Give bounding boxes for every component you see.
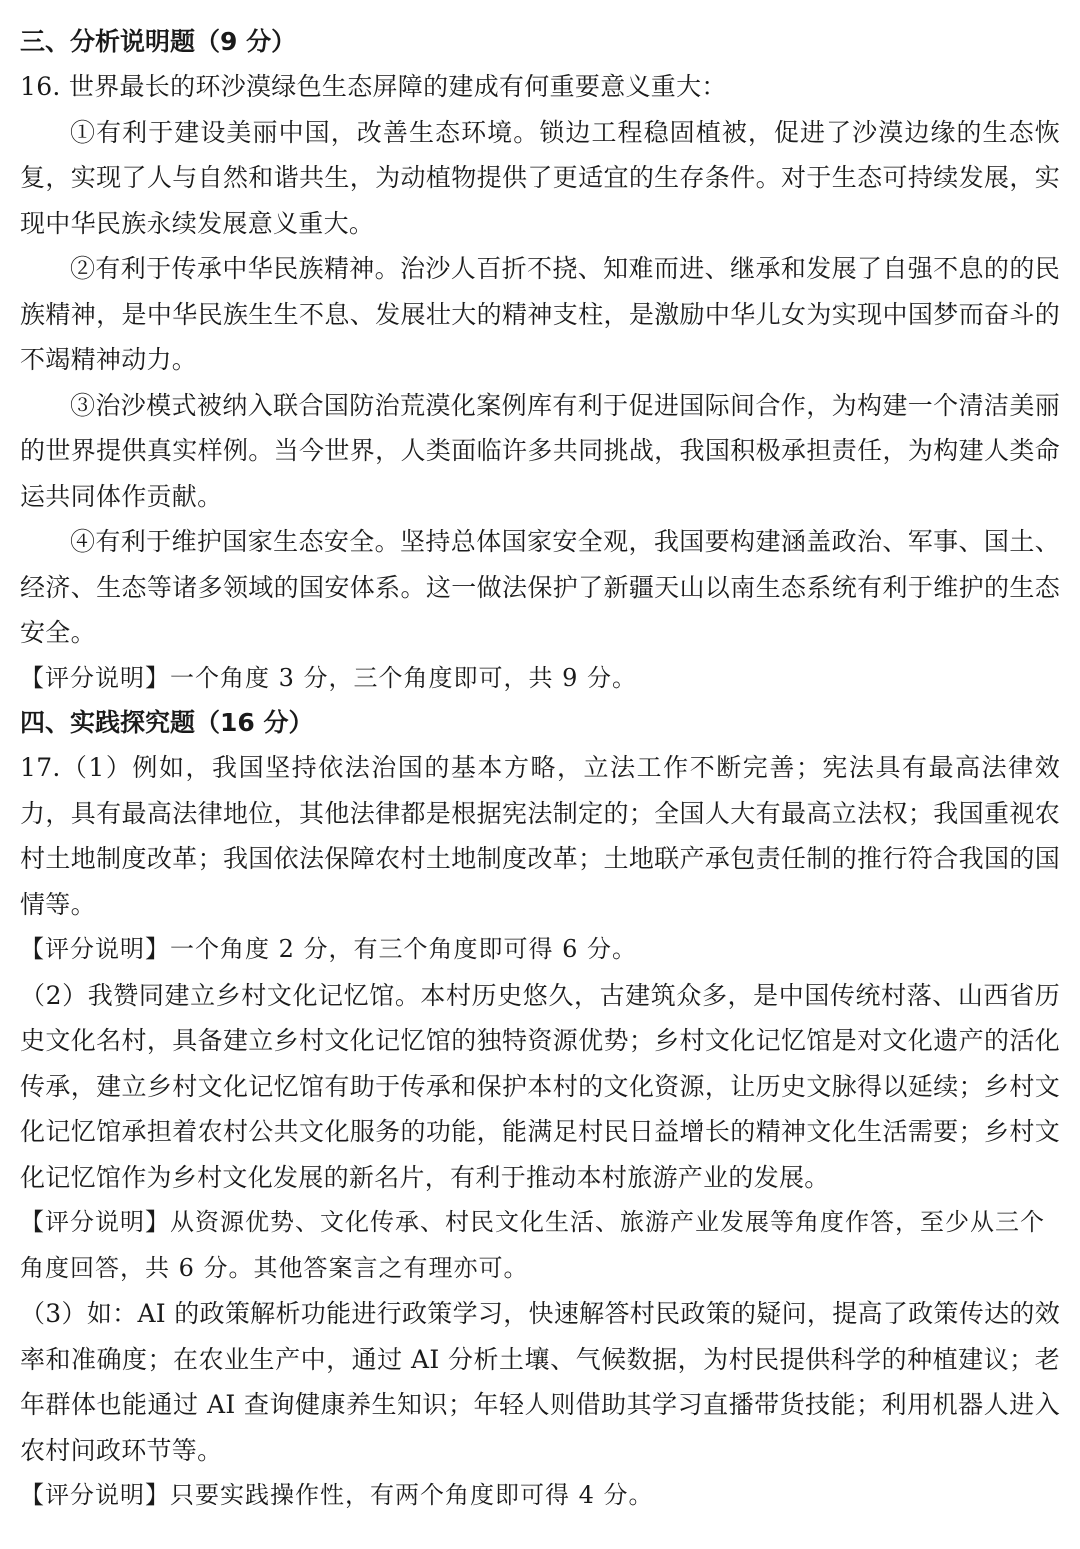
q16-scoring-note: 【评分说明】一个角度 3 分，三个角度即可，共 9 分。 (20, 663, 638, 692)
q17-part-3: （3）如：AI 的政策解析功能进行政策学习，快速解答村民政策的疑问，提高了政策传达的效率和准确度；在农业生产中，通过 AI 分析土壤、气候数据，为村民提供科学的种植建议；老年群体也能通过 AI 查询健康养生知识；年轻人则借助其学习直播带货技能；利用机器人进入农村问政环节等。 (20, 1299, 1060, 1465)
q17-part-3-scoring-note: 【评分说明】只要实践操作性，有两个角度即可得 4 分。 (20, 1481, 654, 1509)
q16-point-3: ③治沙模式被纳入联合国防治荒漠化案例库有利于促进国际间合作，为构建一个清洁美丽的世界提供真实样例。当今世界，人类面临许多共同挑战，我国积极承担责任，为构建人类命运共同体作贡献。 (20, 390, 1060, 511)
q16-title: 16. 世界最长的环沙漠绿色生态屏障的建成有何重要意义重大： (20, 72, 727, 101)
q16-point-2: ②有利于传承中华民族精神。治沙人百折不挠、知难而进、继承和发展了自强不息的的民族精神，是中华民族生生不息、发展壮大的精神支柱，是激励中华儿女为实现中国梦而奋斗的不竭精神动力。 (20, 254, 1060, 374)
section-4-heading: 四、实践探究题（16 分） (20, 708, 314, 737)
q17-part-1-scoring-note: 【评分说明】一个角度 2 分，有三个角度即可得 6 分。 (20, 935, 638, 963)
section-3-heading: 三、分析说明题（9 分） (20, 27, 297, 56)
q17-part-2: （2）我赞同建立乡村文化记忆馆。本村历史悠久，古建筑众多，是中国传统村落、山西省历史文化名村，具备建立乡村文化记忆馆的独特资源优势；乡村文化记忆馆是对文化遗产的活化传承，建立乡村文化记忆馆有助于传承和保护本村的文化资源，让历史文脉得以延续；乡村文化记忆馆承担着农村公共文化服务的功能，能满足村民日益增长的精神文化生活需要；乡村文化记忆馆作为乡村文化发展的新名片，有利于推动本村旅游产业的发展。 (20, 980, 1060, 1192)
q17-part-1: 17.（1）例如，我国坚持依法治国的基本方略，立法工作不断完善；宪法具有最高法律效力，具有最高法律地位，其他法律都是根据宪法制定的；全国人大有最高立法权；我国重视农村土地制度改革；我国依法保障农村土地制度改革；土地联产承包责任制的推行符合我国的国情等。 (20, 753, 1060, 919)
q17-part-2-scoring-note: 【评分说明】从资源优势、文化传承、村民文化生活、旅游产业发展等角度作答，至少从三个角度回答，共 6 分。其他答案言之有理亦可。 (20, 1208, 1045, 1282)
q16-point-1: ①有利于建设美丽中国，改善生态环境。锁边工程稳固植被，促进了沙漠边缘的生态恢复，实现了人与自然和谐共生，为动植物提供了更适宜的生存条件。对于生态可持续发展，实现中华民族永续发展意义重大。 (20, 117, 1060, 238)
q16-point-4: ④有利于维护国家生态安全。坚持总体国家安全观，我国要构建涵盖政治、军事、国土、经济、生态等诸多领域的国安体系。这一做法保护了新疆天山以南生态系统有利于维护的生态安全。 (20, 527, 1060, 647)
